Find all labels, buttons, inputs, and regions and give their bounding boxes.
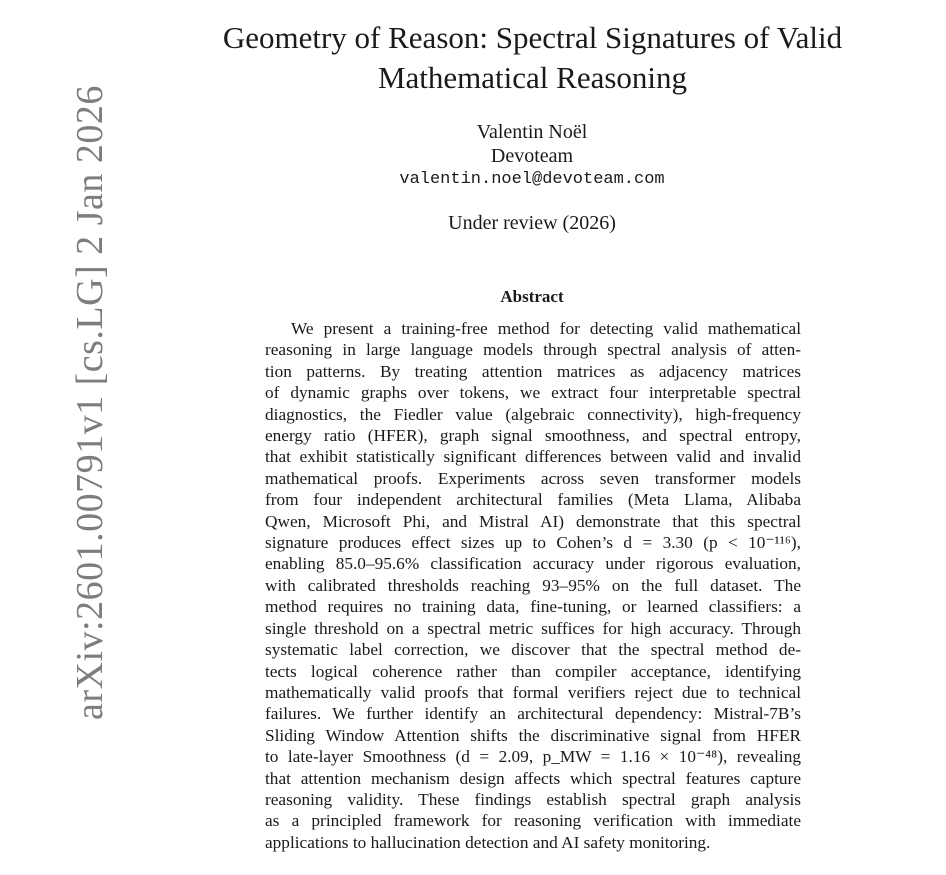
arxiv-side-stamp bbox=[16, 85, 111, 720]
arxiv-identifier: arXiv:2601.00791v1 [cs.LG] 2 Jan 2026 bbox=[69, 85, 111, 720]
abstract-line: energy ratio (HFER), graph signal smoothness, and spectral entropy, bbox=[265, 426, 801, 446]
abstract-line: that exhibit statistically significant differences between valid and invalid bbox=[265, 447, 801, 467]
author-block bbox=[332, 120, 732, 192]
abstract-line: applications to hallucination detection and AI safety monitoring. bbox=[265, 832, 711, 852]
abstract-line: tion patterns. By treating attention matrices as adjacency matrices bbox=[265, 361, 801, 381]
abstract-line: reasoning in large language models through spectral analysis of atten- bbox=[265, 340, 801, 360]
abstract-body bbox=[265, 318, 801, 853]
review-status: Under review (2026) bbox=[448, 212, 616, 234]
abstract-heading: Abstract bbox=[500, 287, 564, 306]
abstract-line: signature produces effect sizes up to Cohen’s d = 3.30 (p < 10⁻¹¹⁶), bbox=[265, 533, 801, 553]
author-affiliation: Devoteam bbox=[490, 145, 574, 167]
abstract-line: enabling 85.0–95.6% classification accuracy under rigorous evaluation, bbox=[265, 554, 801, 574]
abstract-line: single threshold on a spectral metric suffices for high accuracy. Through bbox=[265, 618, 801, 638]
author-email: valentin.noel@devoteam.com bbox=[399, 170, 665, 189]
abstract-line: of dynamic graphs over tokens, we extract four interpretable spectral bbox=[265, 383, 801, 403]
title-line: Geometry of Reason: Spectral Signatures of Valid bbox=[222, 20, 843, 55]
abstract-line: with calibrated thresholds reaching 93–95% on the full dataset. The bbox=[265, 575, 801, 595]
abstract-line: failures. We further identify an architectural dependency: Mistral-7B’s bbox=[265, 704, 801, 724]
abstract-line: systematic label correction, we discover that the spectral method de- bbox=[265, 640, 801, 660]
author-name: Valentin Noël bbox=[476, 121, 588, 143]
abstract-line: mathematically valid proofs that formal verifiers reject due to technical bbox=[265, 682, 801, 702]
abstract-line: as a principled framework for reasoning verification with immediate bbox=[265, 811, 801, 831]
abstract-line: Sliding Window Attention shifts the discriminative signal from HFER bbox=[265, 725, 801, 745]
title-line: Mathematical Reasoning bbox=[377, 60, 688, 95]
abstract-line: reasoning validity. These findings establish spectral graph analysis bbox=[265, 789, 801, 809]
abstract-line: method requires no training data, fine-tuning, or learned classifiers: a bbox=[265, 597, 801, 617]
abstract-line: from four independent architectural families (Meta Llama, Alibaba bbox=[265, 490, 801, 510]
abstract-line: We present a training-free method for detecting valid mathematical bbox=[291, 319, 801, 338]
abstract-line: diagnostics, the Fiedler value (algebraic connectivity), high-frequency bbox=[265, 404, 801, 424]
abstract-line: that attention mechanism design affects which spectral features capture bbox=[265, 768, 801, 788]
abstract-line: to late-layer Smoothness (d = 2.09, p_MW = 1.16 × 10⁻⁴⁸), revealing bbox=[265, 747, 801, 767]
abstract-line: Qwen, Microsoft Phi, and Mistral AI) demonstrate that this spectral bbox=[265, 511, 801, 531]
abstract-line: mathematical proofs. Experiments across seven transformer models bbox=[265, 468, 801, 488]
paper-title bbox=[200, 18, 865, 98]
abstract-line: tects logical coherence rather than compiler acceptance, identifying bbox=[265, 661, 801, 681]
